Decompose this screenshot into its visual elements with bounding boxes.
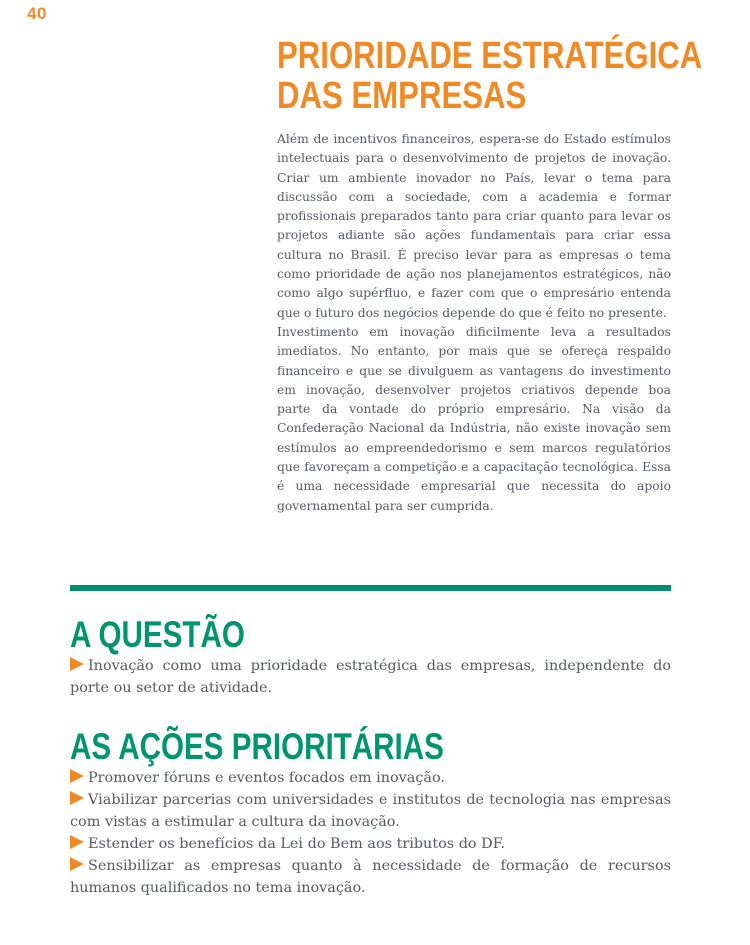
arrow-right-icon: [70, 857, 84, 871]
questao-heading: A QUESTÃO: [70, 614, 245, 655]
body-paragraph-1: Além de incentivos financeiros, espera-se do Estado estímulos intelectuais para o desenvolvimento de projetos de inovação. Criar um ambiente inovador no País, levar o tema para discussão com a sociedade, com a academia e formar profissionais preparados tanto para criar quanto para levar os projetos adiante são ações fundamentais para criar essa cultura no Brasil. É preciso levar para as empresas o tema como prioridade de ação nos planejamentos estratégicos, não como algo supérfluo, e fazer com que o empresário entenda que o futuro dos negócios depende do que é feito no presente.: [277, 132, 671, 320]
arrow-right-icon: [70, 791, 84, 805]
acoes-list: [70, 767, 671, 899]
section-title: [277, 35, 703, 117]
section-title-line-1: PRIORIDADE ESTRATÉGICA: [277, 35, 703, 77]
page-number: 40: [27, 4, 47, 23]
body-paragraph-2: Investimento em inovação dificilmente leva a resultados imediatos. No entanto, por mais que se ofereça respaldo financeiro e que se divulguem as vantagens do investimento em inovação, desenvolver projetos criativos depende boa parte da vontade do próprio empresário. Na visão da Confederação Nacional da Indústria, não existe inovação sem estímulos ao empreendedorismo e sem marcos regulatórios que favoreçam a competição e a capacitação tecnológica. Essa é uma necessidade empresarial que necessita do apoio governamental para ser cumprida.: [277, 324, 671, 513]
arrow-right-icon: [70, 657, 84, 671]
arrow-right-icon: [70, 769, 84, 783]
body-text: [277, 130, 671, 516]
acoes-item-3: [70, 833, 671, 855]
section-title-line-2: DAS EMPRESAS: [277, 75, 527, 117]
questao-item: [70, 655, 671, 699]
acoes-item-text: Promover fóruns e eventos focados em inovação.: [88, 770, 445, 786]
acoes-item-text: Sensibilizar as empresas quanto à necessidade de formação de recursos humanos qualificados no tema inovação.: [70, 858, 671, 896]
questao-statement: [70, 655, 671, 699]
acoes-item-text: Viabilizar parcerias com universidades e institutos de tecnologia nas empresas com vistas a estimular a cultura da inovação.: [70, 792, 671, 830]
acoes-item-text: Estender os benefícios da Lei do Bem aos tributos do DF.: [88, 836, 506, 852]
acoes-item-1: [70, 767, 671, 789]
section-divider: [70, 585, 671, 591]
questao-text: Inovação como uma prioridade estratégica das empresas, independente do porte ou setor de atividade.: [70, 658, 671, 696]
acoes-item-4: [70, 855, 671, 899]
arrow-right-icon: [70, 835, 84, 849]
acoes-heading: AS AÇÕES PRIORITÁRIAS: [70, 726, 444, 767]
acoes-item-2: [70, 789, 671, 833]
